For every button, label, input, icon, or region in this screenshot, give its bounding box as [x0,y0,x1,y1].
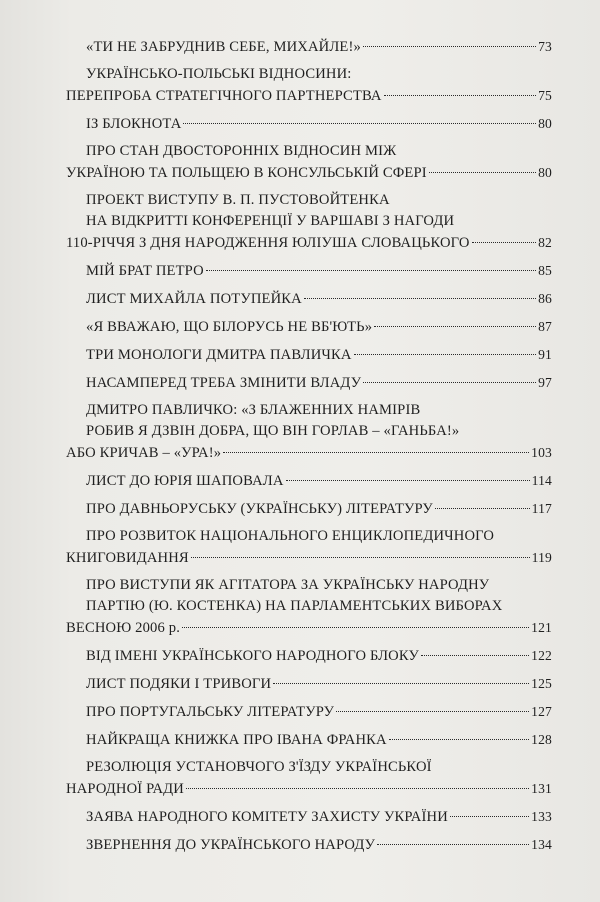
toc-entry-last-line [66,232,552,254]
toc-page-number: 82 [538,235,552,250]
toc-entry [66,141,552,184]
toc-entry-last-line [66,645,552,667]
toc-entry-title-line: ЛИСТ ДО ЮРІЯ ШАПОВАЛА [86,473,284,489]
toc-page-number: 85 [538,263,552,278]
toc-entry-last-line [66,729,552,751]
toc-entry [66,113,552,135]
dot-leader [286,480,530,481]
toc-entry-title-line: ВЕСНОЮ 2006 р. [66,620,180,636]
toc-entry-last-line [66,806,552,828]
toc-entry-last-line [66,372,552,394]
dot-leader [363,382,536,383]
dot-leader [435,508,530,509]
toc-entry-last-line [66,701,552,723]
dot-leader [336,711,529,712]
toc-entry-title-line: РЕЗОЛЮЦІЯ УСТАНОВЧОГО З'ЇЗДУ УКРАЇНСЬКОЇ [86,759,432,775]
toc-entry [66,36,552,58]
toc-page-number: 91 [538,347,552,362]
toc-entry-title-line: АБО КРИЧАВ – «УРА!» [66,445,222,461]
toc-page-number: 119 [531,550,552,565]
toc-page-number: 122 [531,648,552,663]
toc-entry-title-line: НАСАМПЕРЕД ТРЕБА ЗМІНИТИ ВЛАДУ [86,375,362,391]
toc-entry-title-line: НАРОДНОЇ РАДИ [66,781,184,797]
dot-leader [421,655,529,656]
toc-entry-title-line: НАЙКРАЩА КНИЖКА ПРО ІВАНА ФРАНКА [86,732,387,748]
toc-page-number: 121 [531,620,552,635]
dot-leader [223,452,529,453]
toc-page-number: 134 [531,837,552,852]
toc-entry-title-line: «Я ВВАЖАЮ, ЩО БІЛОРУСЬ НЕ ВБ'ЮТЬ» [86,319,373,335]
dot-leader [191,557,530,558]
toc-entry [66,316,552,338]
toc-entry [66,288,552,310]
toc-entry-title-line: ВІД ІМЕНІ УКРАЇНСЬКОГО НАРОДНОГО БЛОКУ [86,648,419,664]
toc-entry-title-line: УКРАЇНСЬКО-ПОЛЬСЬКІ ВІДНОСИНИ: [86,66,352,82]
toc-page-number: 80 [538,165,552,180]
toc-entry-title-line: ПРО ПОРТУГАЛЬСЬКУ ЛІТЕРАТУРУ [86,704,335,720]
toc-entry [66,575,552,639]
toc-entry-title-line: ПРОЕКТ ВИСТУПУ В. П. ПУСТОВОЙТЕНКА [86,192,390,208]
toc-page-number: 75 [538,88,552,103]
toc-entry-title-line: РОБИВ Я ДЗВІН ДОБРА, ЩО ВІН ГОРЛАВ – «ГАНЬБА!» [86,423,460,439]
toc-entry-last-line [66,498,552,520]
toc-entry [66,400,552,464]
dot-leader [273,683,529,684]
toc-page-number: 73 [538,39,552,54]
toc-entry-last-line [66,470,552,492]
toc-page-number: 114 [531,473,552,488]
toc-entry-title-line: ПРО ВИСТУПИ ЯК АГІТАТОРА ЗА УКРАЇНСЬКУ НАРОДНУ [86,577,490,593]
dot-leader [450,816,529,817]
toc-entry-last-line [66,442,552,464]
dot-leader [186,788,529,789]
toc-entry [66,701,552,723]
toc-entry [66,64,552,107]
toc-page-number: 97 [538,375,552,390]
toc-entry-last-line [66,36,552,58]
toc-entry [66,344,552,366]
toc-entry-title-line: ІЗ БЛОКНОТА [86,116,182,132]
toc-entry [66,757,552,800]
dot-leader [182,627,529,628]
toc-page-number: 86 [538,291,552,306]
toc-entry-title-line: ЛИСТ МИХАЙЛА ПОТУПЕЙКА [86,291,302,307]
toc-entry-last-line [66,673,552,695]
toc-entry-title-line: ТРИ МОНОЛОГИ ДМИТРА ПАВЛИЧКА [86,347,352,363]
toc-entry [66,260,552,282]
dot-leader [206,270,536,271]
toc-entry-title-line: ЗВЕРНЕННЯ ДО УКРАЇНСЬКОГО НАРОДУ [86,837,376,853]
toc-entry-last-line [66,834,552,856]
toc-entry-last-line [66,617,552,639]
dot-leader [472,242,537,243]
toc-entry-last-line [66,547,552,569]
toc-entry [66,526,552,569]
toc-entry-last-line [66,113,552,135]
toc-entry-last-line [66,316,552,338]
dot-leader [304,298,536,299]
table-of-contents [66,36,552,862]
toc-entry-title-line: КНИГОВИДАННЯ [66,550,189,566]
dot-leader [354,354,536,355]
toc-page-number: 133 [531,809,552,824]
toc-entry-title-line: ПРО СТАН ДВОСТОРОННІХ ВІДНОСИН МІЖ [86,143,397,159]
toc-entry-title-line: ЗАЯВА НАРОДНОГО КОМІТЕТУ ЗАХИСТУ УКРАЇНИ [86,809,448,825]
toc-entry [66,729,552,751]
toc-entry-title-line: МІЙ БРАТ ПЕТРО [86,263,204,279]
toc-entry [66,645,552,667]
toc-page-number: 127 [531,704,552,719]
toc-entry [66,498,552,520]
toc-entry-last-line [66,778,552,800]
toc-entry-last-line [66,344,552,366]
toc-page-number: 103 [531,445,552,460]
toc-entry [66,806,552,828]
toc-page-number: 117 [531,501,552,516]
toc-page-number: 125 [531,676,552,691]
dot-leader [374,326,536,327]
dot-leader [363,46,536,47]
toc-entry [66,834,552,856]
toc-entry-title-line: «ТИ НЕ ЗАБРУДНИВ СЕБЕ, МИХАЙЛЕ!» [86,39,361,55]
toc-entry-title-line: ПАРТІЮ (Ю. КОСТЕНКА) НА ПАРЛАМЕНТСЬКИХ ВИБОРАХ [86,598,503,614]
dot-leader [429,172,536,173]
toc-entry-title-line: ДМИТРО ПАВЛИЧКО: «З БЛАЖЕННИХ НАМІРІВ [86,402,421,418]
toc-entry-title-line: ПРО РОЗВИТОК НАЦІОНАЛЬНОГО ЕНЦИКЛОПЕДИЧНОГО [86,528,495,544]
toc-entry [66,673,552,695]
toc-entry-title-line: ПЕРЕПРОБА СТРАТЕГІЧНОГО ПАРТНЕРСТВА [66,88,382,104]
dot-leader [389,739,529,740]
toc-entry-title-line: УКРАЇНОЮ ТА ПОЛЬЩЕЮ В КОНСУЛЬСЬКІЙ СФЕРІ [66,165,427,181]
toc-entry-last-line [66,162,552,184]
dot-leader [183,123,536,124]
toc-entry-last-line [66,85,552,107]
toc-entry-last-line [66,288,552,310]
toc-entry [66,372,552,394]
toc-page-number: 128 [531,732,552,747]
toc-page-number: 80 [538,116,552,131]
toc-page-number: 87 [538,319,552,334]
dot-leader [384,95,536,96]
toc-entry [66,470,552,492]
dot-leader [377,844,529,845]
toc-entry-last-line [66,260,552,282]
toc-entry-title-line: ПРО ДАВНЬОРУСЬКУ (УКРАЇНСЬКУ) ЛІТЕРАТУРУ [86,501,433,517]
toc-page-number: 131 [531,781,552,796]
toc-entry [66,190,552,254]
toc-entry-title-line: ЛИСТ ПОДЯКИ І ТРИВОГИ [86,676,272,692]
toc-entry-title-line: 110-РІЧЧЯ З ДНЯ НАРОДЖЕННЯ ЮЛІУША СЛОВАЦЬКОГО [66,235,470,251]
toc-entry-title-line: НА ВІДКРИТТІ КОНФЕРЕНЦІЇ У ВАРШАВІ З НАГОДИ [86,213,455,229]
